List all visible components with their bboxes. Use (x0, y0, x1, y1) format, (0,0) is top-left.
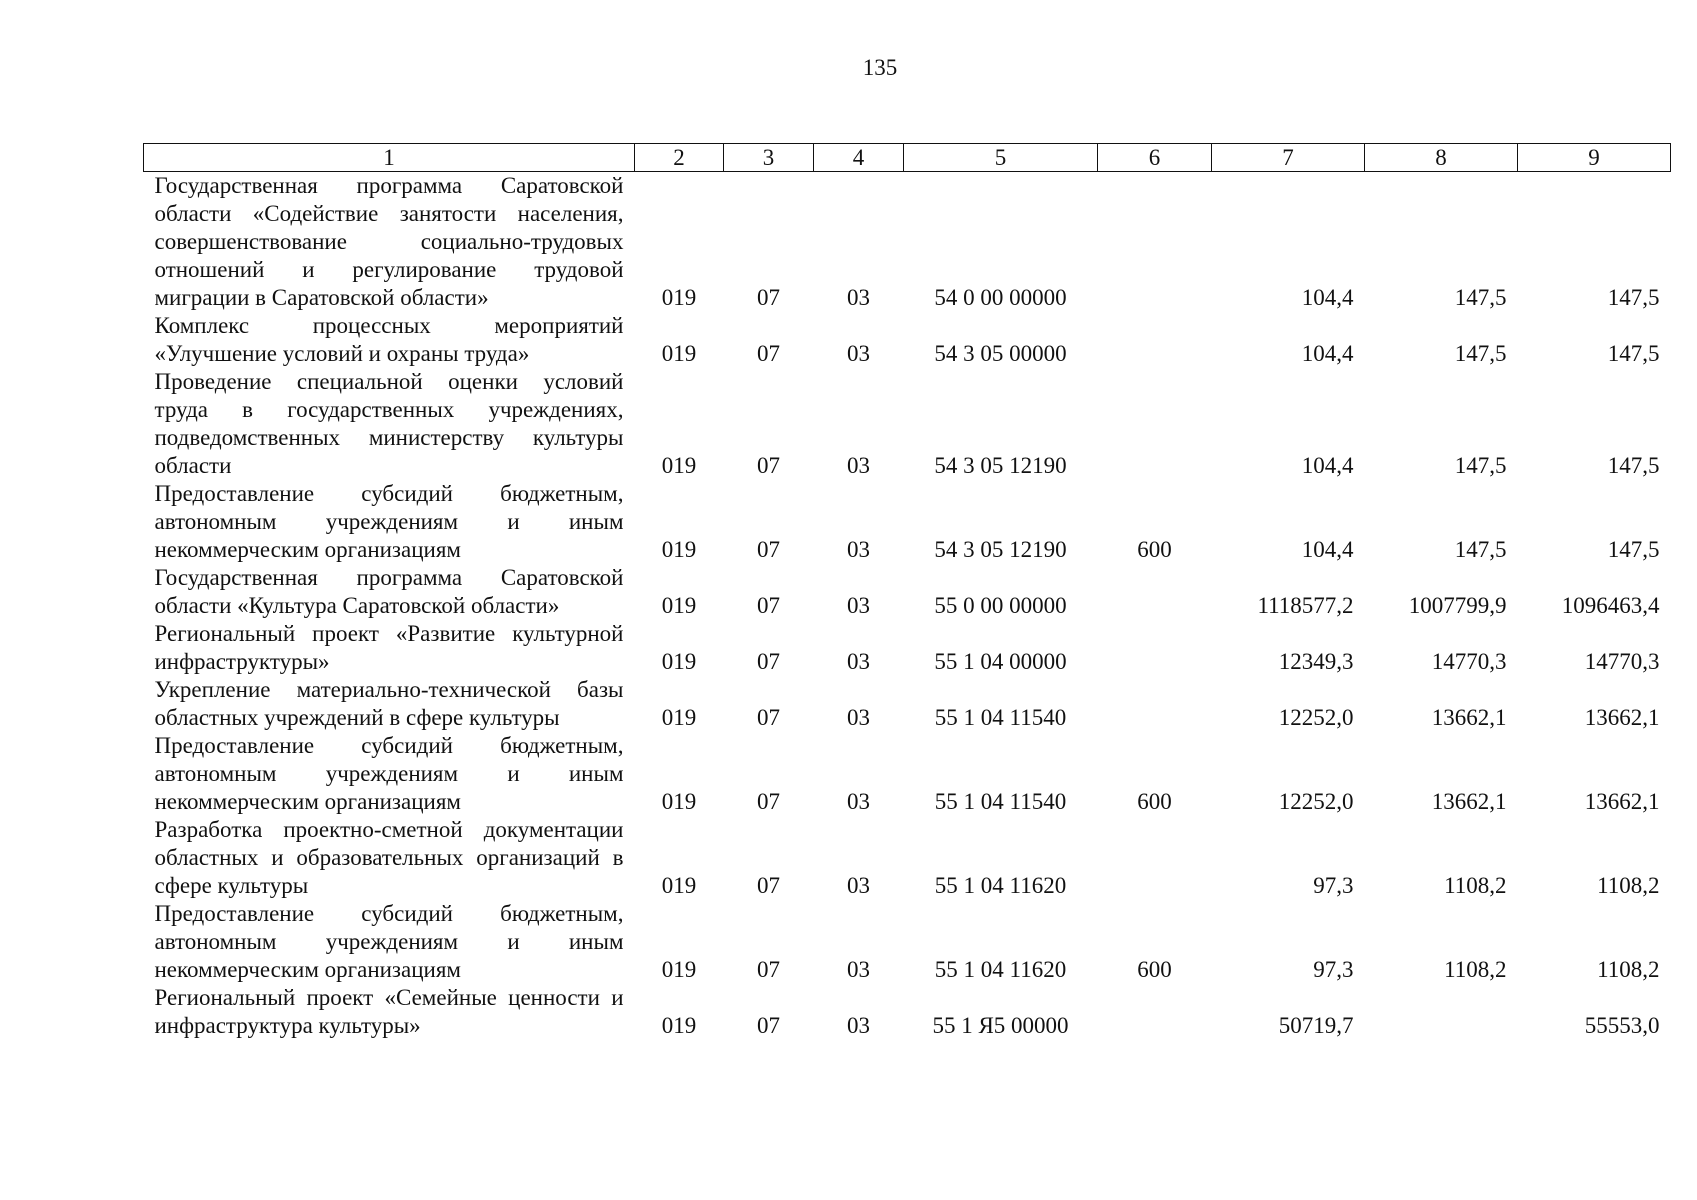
row-name: Предоставление субсидий бюджетным, автономным учреждениям и иным некоммерческим организациям (154, 481, 624, 562)
row-amount-col-9: 1108,2 (1597, 957, 1660, 982)
row-amount-col-7: 104,4 (1301, 341, 1354, 366)
row-target-article: 55 1 Я5 00000 (932, 1013, 1069, 1038)
row-expense-type (1098, 564, 1212, 620)
row-expense-type (1098, 172, 1212, 313)
header-col-4: 4 (814, 144, 904, 172)
row-subsection-code: 03 (847, 537, 870, 562)
row-name: Предоставление субсидий бюджетным, автономным учреждениям и иным некоммерческим организациям (154, 733, 624, 814)
row-amount-col-9: 13662,1 (1584, 705, 1660, 730)
header-row (144, 144, 1671, 172)
row-ministry-code: 019 (661, 873, 697, 898)
row-expense-type: 600 (1137, 957, 1172, 982)
row-amount-col-8: 147,5 (1454, 453, 1507, 478)
row-target-article: 55 1 04 11620 (934, 873, 1067, 898)
row-amount-col-7: 104,4 (1301, 537, 1354, 562)
row-target-article: 54 3 05 00000 (934, 341, 1067, 366)
row-section-code: 07 (757, 453, 780, 478)
row-amount-col-8: 1108,2 (1444, 873, 1507, 898)
row-amount-col-8: 1007799,9 (1408, 593, 1507, 618)
header-col-5: 5 (904, 144, 1098, 172)
row-name: Укрепление материально-технической базы областных учреждений в сфере культуры (154, 677, 624, 730)
row-amount-col-7: 50719,7 (1278, 1013, 1354, 1038)
row-amount-col-9: 1096463,4 (1561, 593, 1660, 618)
row-subsection-code: 03 (847, 873, 870, 898)
row-name: Комплекс процессных мероприятий «Улучшение условий и охраны труда» (154, 313, 624, 366)
row-expense-type (1098, 816, 1212, 900)
row-target-article: 55 1 04 00000 (934, 649, 1067, 674)
row-ministry-code: 019 (661, 649, 697, 674)
header-col-3: 3 (724, 144, 814, 172)
row-name: Предоставление субсидий бюджетным, автономным учреждениям и иным некоммерческим организациям (154, 901, 624, 982)
row-amount-col-8: 13662,1 (1431, 705, 1507, 730)
row-name: Государственная программа Саратовской области «Содействие занятости населения, совершенствование социально-трудовых отношений и регулирование трудовой миграции в Саратовской области» (154, 173, 624, 310)
row-section-code: 07 (757, 789, 780, 814)
row-subsection-code: 03 (847, 1013, 870, 1038)
row-amount-col-9: 147,5 (1607, 453, 1660, 478)
row-amount-col-7: 12252,0 (1278, 789, 1354, 814)
row-ministry-code: 019 (661, 1013, 697, 1038)
header-col-9: 9 (1518, 144, 1671, 172)
row-ministry-code: 019 (661, 593, 697, 618)
row-section-code: 07 (757, 1013, 780, 1038)
row-target-article: 54 3 05 12190 (934, 453, 1067, 478)
row-section-code: 07 (757, 649, 780, 674)
row-amount-col-8: 147,5 (1454, 341, 1507, 366)
header-col-7: 7 (1212, 144, 1365, 172)
row-section-code: 07 (757, 537, 780, 562)
row-name: Разработка проектно-сметной документации областных и образовательных организаций в сфере культуры (154, 817, 624, 898)
row-target-article: 54 0 00 00000 (934, 285, 1067, 310)
row-ministry-code: 019 (661, 285, 697, 310)
table-row (144, 312, 1671, 368)
row-amount-col-9: 1108,2 (1597, 873, 1660, 898)
table-row (144, 368, 1671, 480)
table-row (144, 564, 1671, 620)
row-expense-type: 600 (1137, 537, 1172, 562)
row-amount-col-8 (1365, 984, 1518, 1040)
row-ministry-code: 019 (661, 705, 697, 730)
table-row (144, 984, 1671, 1040)
row-ministry-code: 019 (661, 453, 697, 478)
row-amount-col-7: 12349,3 (1278, 649, 1354, 674)
row-target-article: 54 3 05 12190 (934, 537, 1067, 562)
row-subsection-code: 03 (847, 285, 870, 310)
row-section-code: 07 (757, 593, 780, 618)
row-expense-type (1098, 368, 1212, 480)
row-name: Государственная программа Саратовской области «Культура Саратовской области» (154, 565, 624, 618)
header-col-6: 6 (1098, 144, 1212, 172)
row-amount-col-9: 55553,0 (1584, 1013, 1660, 1038)
row-target-article: 55 1 04 11540 (934, 705, 1067, 730)
row-ministry-code: 019 (661, 537, 697, 562)
row-ministry-code: 019 (661, 957, 697, 982)
row-expense-type (1098, 984, 1212, 1040)
row-subsection-code: 03 (847, 957, 870, 982)
row-section-code: 07 (757, 341, 780, 366)
row-amount-col-9: 13662,1 (1584, 789, 1660, 814)
row-subsection-code: 03 (847, 705, 870, 730)
budget-table (143, 143, 1671, 1040)
row-amount-col-7: 97,3 (1313, 873, 1354, 898)
row-amount-col-7: 97,3 (1313, 957, 1354, 982)
table-header (144, 144, 1671, 172)
table-row (144, 816, 1671, 900)
row-amount-col-7: 104,4 (1301, 453, 1354, 478)
row-expense-type (1098, 312, 1212, 368)
row-ministry-code: 019 (661, 341, 697, 366)
header-col-8: 8 (1365, 144, 1518, 172)
row-name: Проведение специальной оценки условий труда в государственных учреждениях, подведомственных министерству культуры области (154, 369, 624, 478)
row-expense-type (1098, 620, 1212, 676)
row-target-article: 55 1 04 11540 (934, 789, 1067, 814)
table-row (144, 480, 1671, 564)
row-subsection-code: 03 (847, 341, 870, 366)
page-number: 135 (862, 55, 898, 80)
row-amount-col-9: 147,5 (1607, 285, 1660, 310)
row-amount-col-7: 104,4 (1301, 285, 1354, 310)
table-row (144, 900, 1671, 984)
row-name: Региональный проект «Развитие культурной инфраструктуры» (154, 621, 624, 674)
row-amount-col-8: 147,5 (1454, 537, 1507, 562)
row-amount-col-9: 147,5 (1607, 341, 1660, 366)
row-amount-col-7: 1118577,2 (1257, 593, 1354, 618)
row-section-code: 07 (757, 705, 780, 730)
row-section-code: 07 (757, 957, 780, 982)
row-ministry-code: 019 (661, 789, 697, 814)
header-col-2: 2 (635, 144, 724, 172)
row-subsection-code: 03 (847, 789, 870, 814)
table-row (144, 620, 1671, 676)
row-amount-col-9: 147,5 (1607, 537, 1660, 562)
table-row (144, 172, 1671, 313)
table-row (144, 732, 1671, 816)
row-section-code: 07 (757, 285, 780, 310)
row-amount-col-8: 1108,2 (1444, 957, 1507, 982)
row-target-article: 55 1 04 11620 (934, 957, 1067, 982)
row-amount-col-8: 14770,3 (1431, 649, 1507, 674)
row-section-code: 07 (757, 873, 780, 898)
table-body (144, 172, 1671, 1041)
header-col-1: 1 (144, 144, 635, 172)
row-amount-col-8: 13662,1 (1431, 789, 1507, 814)
row-amount-col-9: 14770,3 (1584, 649, 1660, 674)
table-row (144, 676, 1671, 732)
row-subsection-code: 03 (847, 593, 870, 618)
row-amount-col-7: 12252,0 (1278, 705, 1354, 730)
row-target-article: 55 0 00 00000 (934, 593, 1067, 618)
row-subsection-code: 03 (847, 649, 870, 674)
row-expense-type: 600 (1137, 789, 1172, 814)
row-name: Региональный проект «Семейные ценности и инфраструктура культуры» (154, 985, 624, 1038)
row-amount-col-8: 147,5 (1454, 285, 1507, 310)
row-expense-type (1098, 676, 1212, 732)
row-subsection-code: 03 (847, 453, 870, 478)
